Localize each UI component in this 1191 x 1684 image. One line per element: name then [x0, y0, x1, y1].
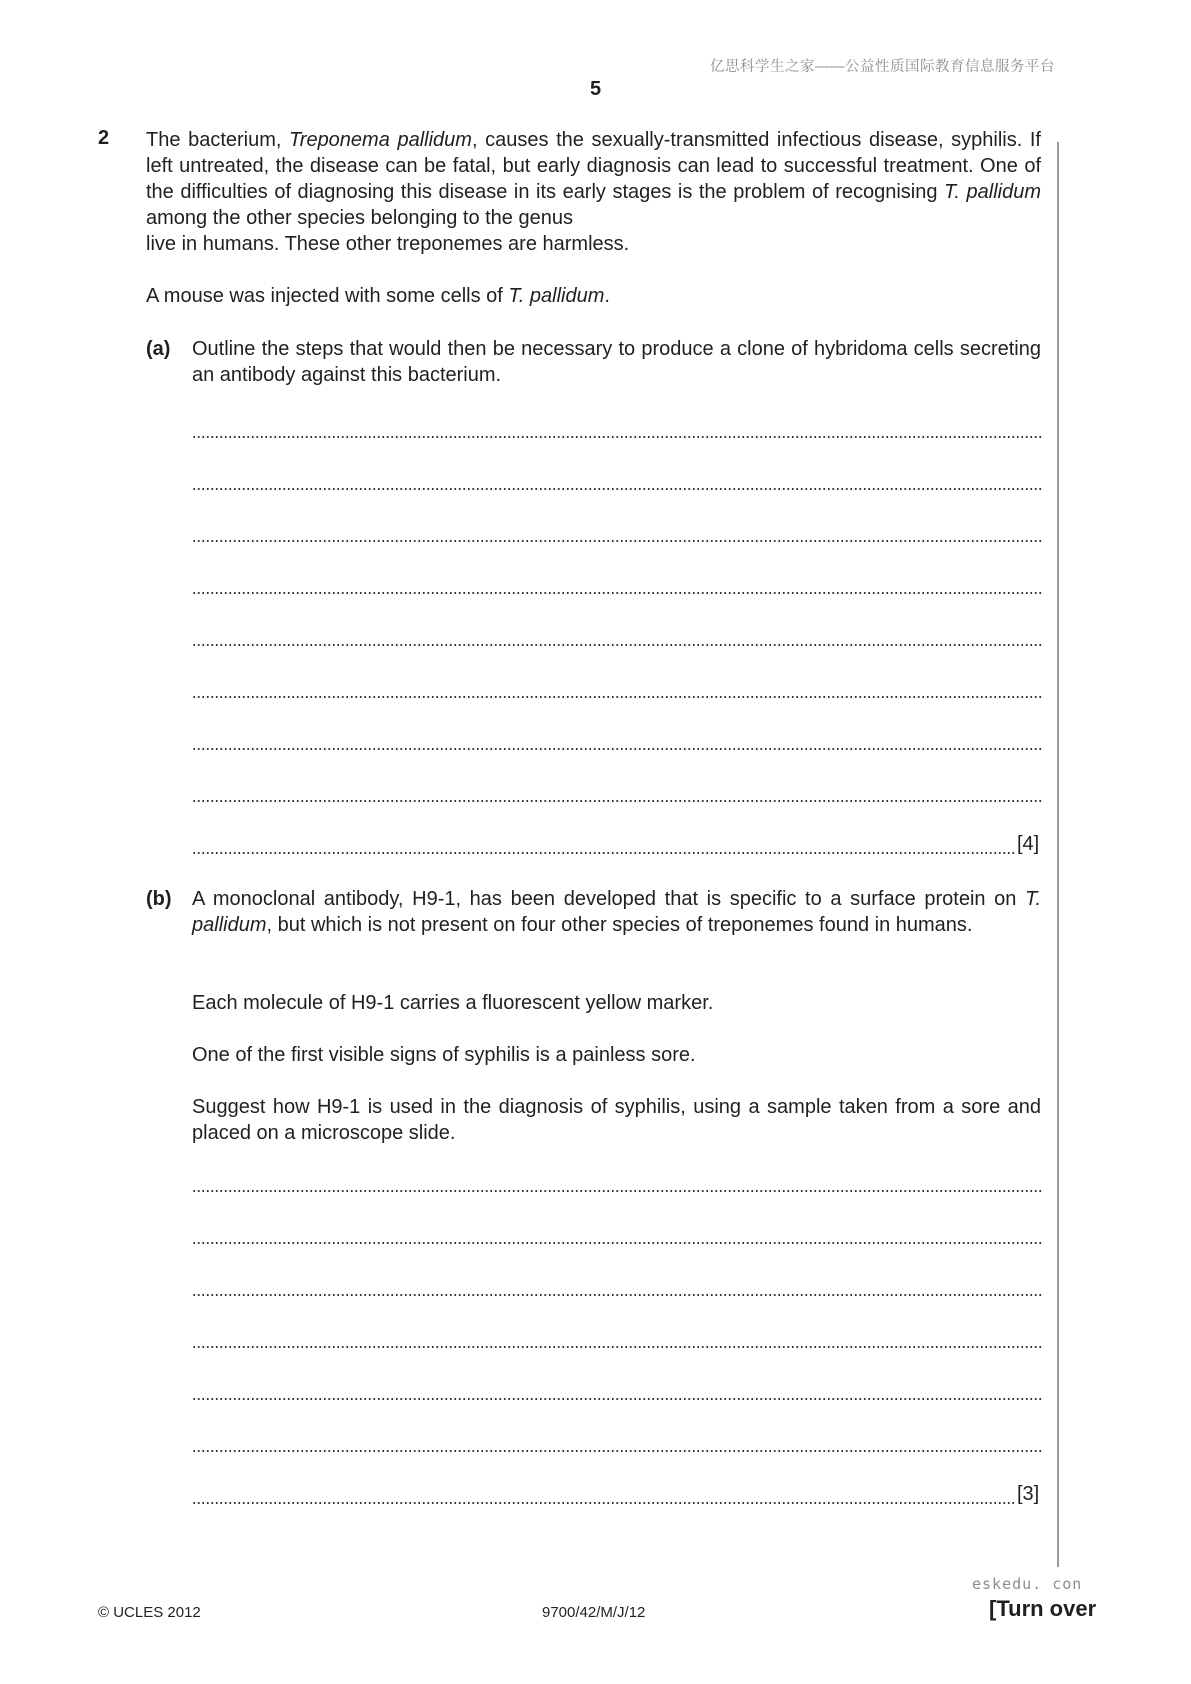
page-number: 5	[589, 78, 602, 100]
part-a-text: Outline the steps that would then be necessary to produce a clone of hybridoma cells secreting an antibody against this bacterium.	[192, 338, 1041, 386]
answer-line[interactable]	[192, 644, 1042, 646]
part-a-label: (a)	[146, 338, 171, 360]
question-number: 2	[98, 127, 110, 149]
part-b-text-4: Suggest how H9-1 is used in the diagnosis of syphilis, using a sample taken from a sore and placed on a microscope slide.	[192, 1096, 1041, 1144]
answer-line[interactable]	[192, 488, 1042, 490]
answer-line[interactable]	[192, 436, 1042, 438]
answer-line[interactable]	[192, 592, 1042, 594]
answer-line[interactable]	[192, 1190, 1042, 1192]
part-a-marks: [4]	[1017, 833, 1040, 855]
footer-turn-over: [Turn over	[989, 1596, 1097, 1621]
margin-line	[1057, 142, 1059, 1567]
part-b-text-2: Each molecule of H9-1 carries a fluorescent yellow marker.	[192, 992, 714, 1014]
part-b-marks: [3]	[1017, 1483, 1040, 1505]
footer-copyright: © UCLES 2012	[98, 1604, 201, 1621]
part-b-text-3: One of the first visible signs of syphilis is a painless sore.	[192, 1044, 696, 1066]
answer-line[interactable]	[192, 800, 1042, 802]
part-b-label: (b)	[146, 888, 172, 910]
question-context: A mouse was injected with some cells of T. pallidum.	[146, 285, 610, 307]
answer-line[interactable]	[192, 748, 1042, 750]
question-intro: The bacterium, Treponema pallidum, causes the sexually-transmitted infectious disease, syphilis. If left untreated, the disease can be fatal, but early diagnosis can lead to successful treatment. One of the difficulties of diagnosing this disease in its early stages is the problem of recognising T. pallidum among the other species belonging to the genus	[146, 129, 1041, 229]
part-b-text-1: A monoclonal antibody, H9-1, has been developed that is specific to a surface protein on T. pallidum, but which is not present on four other species of treponemes found in humans.	[192, 888, 1041, 936]
footer-paper-code: 9700/42/M/J/12	[542, 1604, 646, 1621]
answer-line[interactable]	[192, 696, 1042, 698]
answer-line[interactable]	[192, 1242, 1042, 1244]
header-watermark: 亿思科学生之家——公益性质国际教育信息服务平台	[710, 59, 1055, 75]
answer-line[interactable]	[192, 1294, 1042, 1296]
answer-line[interactable]	[192, 1450, 1042, 1452]
footer-watermark: eskedu. con	[972, 1575, 1083, 1593]
answer-line[interactable]	[192, 1398, 1042, 1400]
question-intro-last-line: live in humans. These other treponemes are harmless.	[146, 233, 630, 255]
answer-line[interactable]	[192, 1502, 1015, 1504]
answer-line[interactable]	[192, 852, 1015, 854]
answer-line[interactable]	[192, 1346, 1042, 1348]
answer-line[interactable]	[192, 540, 1042, 542]
